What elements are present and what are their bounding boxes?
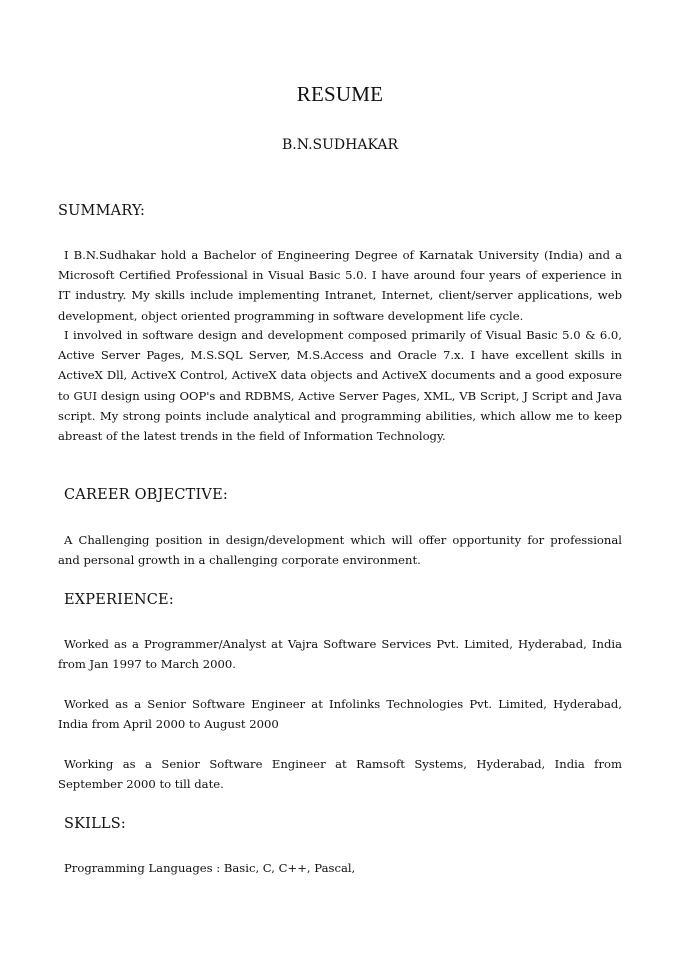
experience-heading: EXPERIENCE:: [64, 592, 174, 608]
summary-heading: SUMMARY:: [58, 203, 146, 219]
summary-paragraph-1: I B.N.Sudhakar hold a Bachelor of Engineering Degree of Karnatak University (India) and a Microsoft Certified Professional in Visual Basic 5.0. I have around four years of experience in IT industry. My skills include implementing Intranet, Internet, client/server applications, web development, object oriented programming in software development life cycle.: [58, 248, 622, 323]
career-objective-paragraph: A Challenging position in design/development which will offer opportunity for professional and personal growth in a challenging corporate environment.: [58, 533, 622, 568]
experience-item-1: Worked as a Programmer/Analyst at Vajra Software Services Pvt. Limited, Hyderabad, India from Jan 1997 to March 2000.: [58, 637, 622, 672]
experience-item-3: Working as a Senior Software Engineer at Ramsoft Systems, Hyderabad, India from September 2000 to till date.: [58, 757, 622, 792]
candidate-name: B.N.SUDHAKAR: [281, 137, 399, 153]
career-objective-heading: CAREER OBJECTIVE:: [64, 487, 228, 503]
summary-paragraph-2: I involved in software design and development composed primarily of Visual Basic 5.0 & 6.0, Active Server Pages, M.S.SQL Server, M.S.Access and Oracle 7.x. I have excellent skills in ActiveX Dll, ActiveX Control, ActiveX data objects and ActiveX documents and a good exposure to GUI design using OOP's and RDBMS, Active Server Pages, XML, VB Script, J Script and Java script. My strong points include analytical and programming abilities, which allow me to keep abreast of the latest trends in the field of Information Technology.: [58, 328, 622, 444]
skills-heading: SKILLS:: [64, 816, 126, 832]
experience-item-2: Worked as a Senior Software Engineer at Infolinks Technologies Pvt. Limited, Hyderabad, India from April 2000 to August 2000: [58, 697, 622, 732]
document-title: RESUME: [296, 82, 384, 106]
skills-programming-languages: Programming Languages : Basic, C, C++, Pascal,: [64, 861, 356, 875]
